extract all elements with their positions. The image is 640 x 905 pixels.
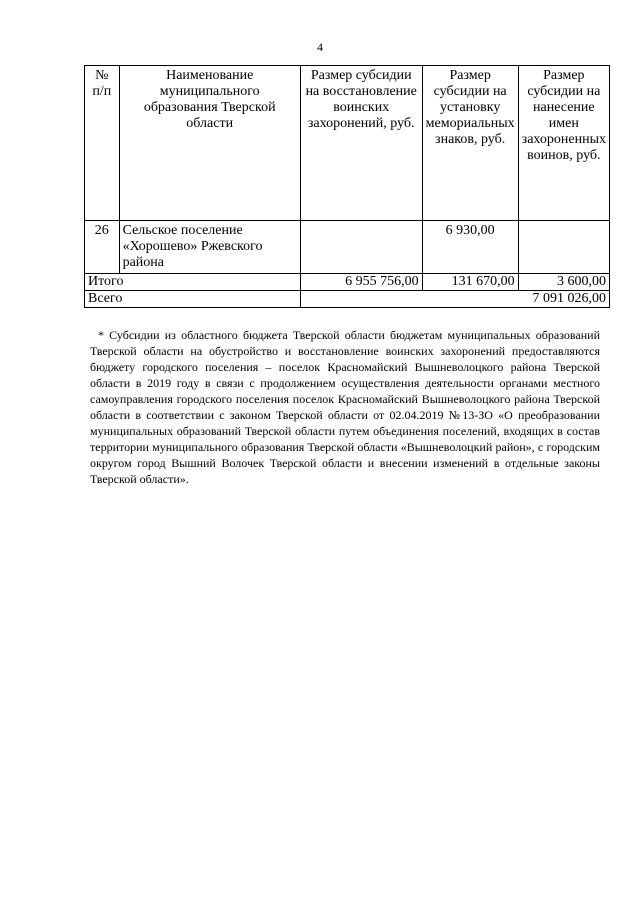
total-restoration: 6 955 756,00 (300, 274, 422, 291)
table-row (85, 221, 610, 274)
header-memorial-signs: Размер субсидии на установку мемориальных знаков, руб. (422, 66, 518, 221)
total-row (85, 274, 610, 291)
row-names-application (518, 221, 609, 274)
table-header-row (85, 66, 610, 221)
total-label: Итого (85, 274, 301, 291)
grand-total-row (85, 291, 610, 308)
total-memorial-signs: 131 670,00 (422, 274, 518, 291)
page-number: 4 (317, 40, 323, 54)
subsidy-table (84, 65, 610, 308)
header-restoration: Размер субсидии на восстановление воинских захоронений, руб. (300, 66, 422, 221)
row-memorial-signs: 6 930,00 (422, 221, 518, 274)
row-num: 26 (85, 221, 120, 274)
row-restoration (300, 221, 422, 274)
grand-total-label: Всего (85, 291, 301, 308)
row-name: Сельское поселение «Хорошево» Ржевского района (119, 221, 300, 274)
footnote: * Субсидии из областного бюджета Тверской области бюджетам муниципальных образований Тверской области на обустройство и восстановление воинских захоронений предоставляются бюджету городского поселения – поселок Красномайский Вышневолоцкого района Тверской области в 2019 году в связи с продолжением осуществления деятельности органами местного самоуправления городского поселения поселок Красномайский Вышневолоцкого района Тверской области в соответствии с законом Тверской области от 02.04.2019 №13-ЗО «О преобразовании муниципальных образований Тверской области путем объединения поселений, входящих в состав территории муниципального образования Тверской области «Вышневолоцкий район», с городским округом город Вышний Волочек Тверской области и внесении изменений в отдельные законы Тверской области». (90, 328, 600, 486)
header-names-application: Размер субсидии на нанесение имен захороненных воинов, руб. (518, 66, 609, 221)
header-name: Наименование муниципального образования Тверской области (119, 66, 300, 221)
total-names-application: 3 600,00 (518, 274, 609, 291)
header-num: № п/п (85, 66, 120, 221)
grand-total-value: 7 091 026,00 (300, 291, 609, 308)
